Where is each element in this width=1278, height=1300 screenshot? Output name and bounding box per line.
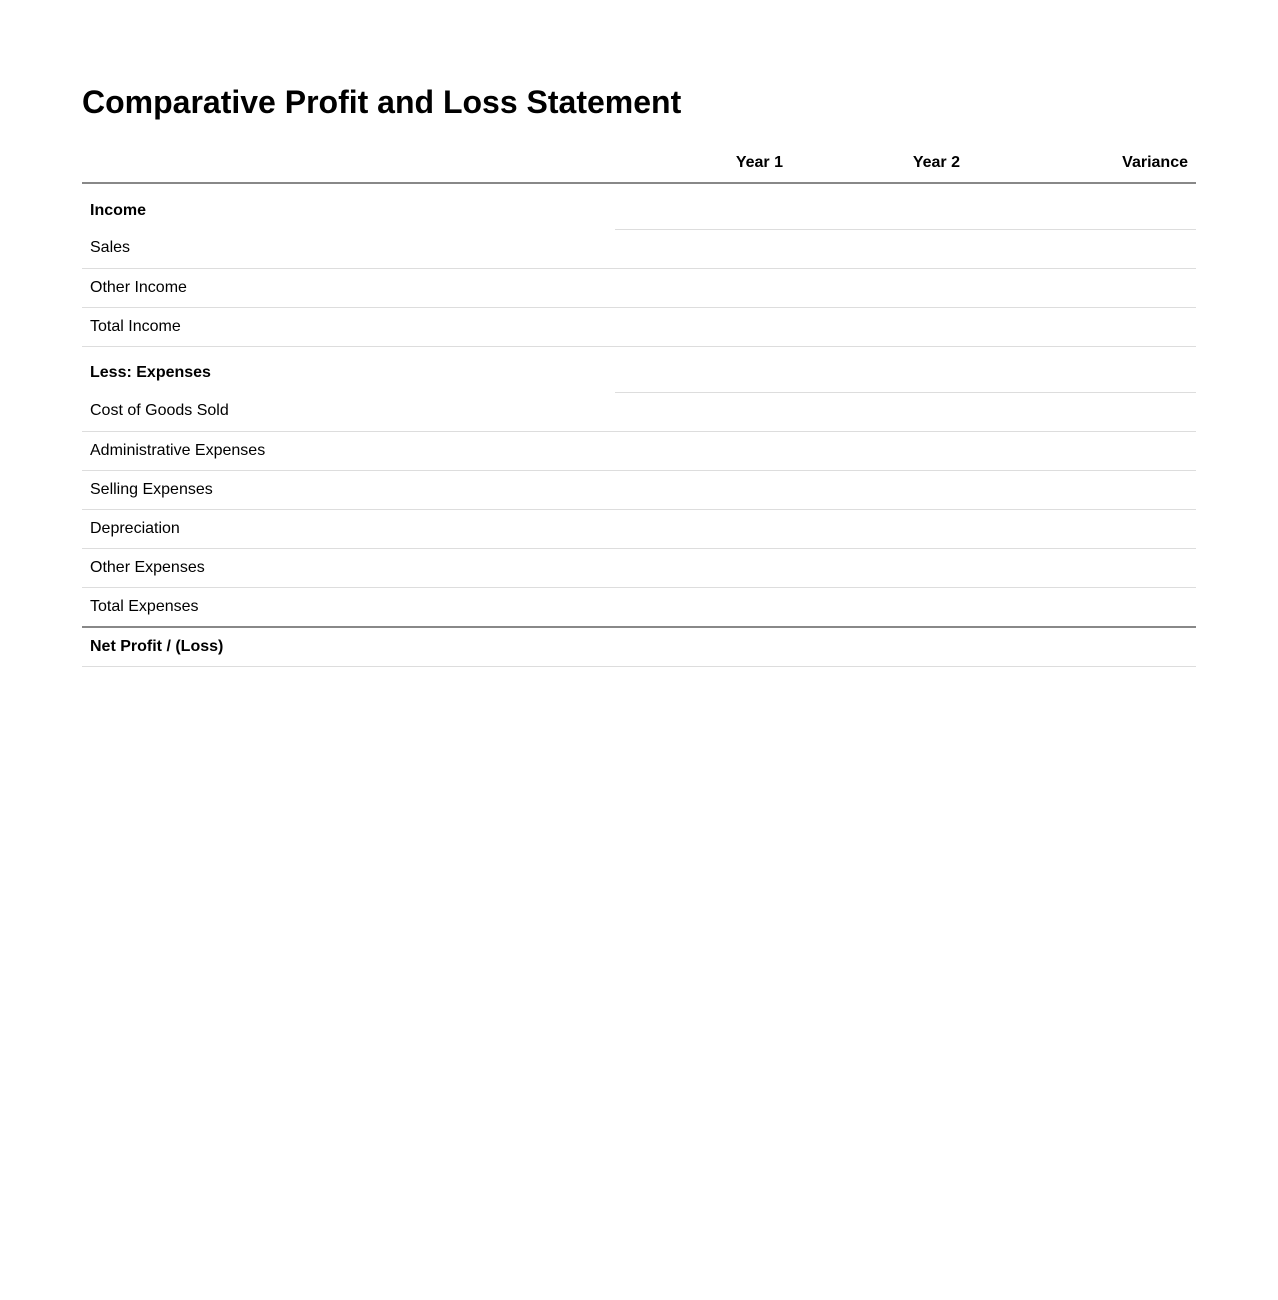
column-header-year-2: Year 2 [791,143,968,183]
section-heading-income: Income [90,201,147,219]
year-1-cell [615,392,791,431]
row-label-other-expenses: Other Expenses [82,548,615,587]
variance-cell [968,229,1196,268]
year-2-cell [791,268,968,307]
year-1-cell [615,431,791,470]
section-heading-expenses: Less: Expenses [90,364,211,382]
year-2-cell [791,346,968,392]
row-label-sales: Sales [82,229,615,268]
year-1-cell [615,183,791,229]
variance-cell [968,392,1196,431]
table-row-total-expenses [82,587,1196,627]
year-2-cell [791,431,968,470]
row-label-total-income: Total Income [82,307,615,346]
year-1-cell [615,470,791,509]
year-2-cell [791,587,968,627]
variance-cell [968,470,1196,509]
year-2-cell [791,183,968,229]
year-2-cell [791,627,968,667]
table-row-total-income [82,307,1196,346]
table-row-net-profit [82,627,1196,667]
variance-cell [968,183,1196,229]
row-label-other-income: Other Income [82,268,615,307]
table-row-other-expenses [82,548,1196,587]
section-row-expenses [82,346,1196,392]
row-label-cogs: Cost of Goods Sold [82,392,615,431]
year-1-cell [615,548,791,587]
variance-cell [968,509,1196,548]
year-1-cell [615,229,791,268]
year-1-cell [615,346,791,392]
variance-cell [968,431,1196,470]
year-2-cell [791,548,968,587]
variance-cell [968,627,1196,667]
page-title: Comparative Profit and Loss Statement [82,84,682,120]
variance-cell [968,346,1196,392]
year-1-cell [615,627,791,667]
table-row-other-income [82,268,1196,307]
year-2-cell [791,470,968,509]
variance-cell [968,587,1196,627]
year-2-cell [791,509,968,548]
table-row-selling [82,470,1196,509]
variance-cell [968,268,1196,307]
year-1-cell [615,307,791,346]
table-row-cogs [82,392,1196,431]
column-header-variance: Variance [968,143,1196,183]
table-row-sales [82,229,1196,268]
year-1-cell [615,587,791,627]
column-header-label [82,143,615,183]
header-row [82,143,1196,183]
row-label-net-profit: Net Profit / (Loss) [82,627,615,667]
pl-table [82,143,1196,667]
table-row-depreciation [82,509,1196,548]
variance-cell [968,307,1196,346]
row-label-selling: Selling Expenses [82,470,615,509]
year-2-cell [791,392,968,431]
table-row-administrative [82,431,1196,470]
year-1-cell [615,509,791,548]
column-header-year-1: Year 1 [615,143,791,183]
row-label-total-expenses: Total Expenses [82,587,615,627]
year-2-cell [791,229,968,268]
section-row-income [82,183,1196,229]
year-1-cell [615,268,791,307]
row-label-depreciation: Depreciation [82,509,615,548]
variance-cell [968,548,1196,587]
row-label-administrative: Administrative Expenses [82,431,615,470]
year-2-cell [791,307,968,346]
